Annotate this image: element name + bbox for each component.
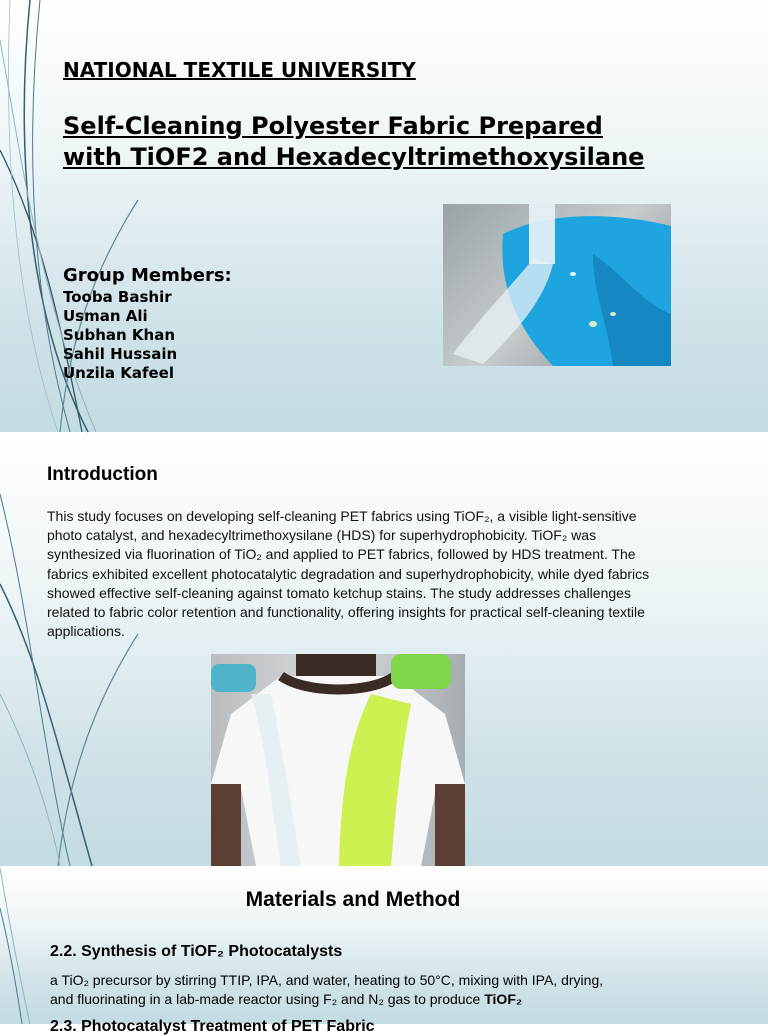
- member-name: Sahil Hussain: [63, 345, 178, 363]
- group-members-list: [63, 288, 177, 383]
- water-repellent-fabric-photo: [443, 204, 671, 366]
- introduction-slide: [0, 434, 768, 866]
- member-name: Tooba Bashir: [63, 288, 172, 306]
- materials-slide: [0, 868, 768, 1035]
- decorative-swoosh: [0, 434, 140, 866]
- member-name: Usman Ali: [63, 307, 148, 325]
- section-heading: Introduction: [47, 464, 158, 485]
- synthesis-product: TiOF₂: [484, 991, 523, 1007]
- subsection-heading: 2.3. Photocatalyst Treatment of PET Fabric: [50, 1018, 375, 1035]
- member-name: Subhan Khan: [63, 326, 176, 344]
- synthesis-text: a TiO₂ precursor by stirring TTIP, IPA, and water, heating to 50°C, mixing with IPA, drying, and fluorinating in a lab-made reactor using F₂ and N₂ gas to produce: [50, 972, 604, 1007]
- title-slide: [0, 0, 768, 432]
- intro-paragraph: This study focuses on developing self-cleaning PET fabrics using TiOF₂, a visible light-sensitive photo catalyst, and hexadecyltrimethoxysilane (HDS) for superhydrophobicity. TiOF₂ was synthesized via fluorination of TiO₂ and applied to PET fabrics, followed by HDS treatment. The fabrics exhibited excellent photocatalytic degradation and superhydrophobicity, while dyed fabrics showed effective self-cleaning against tomato ketchup stains. The study addresses challenges related to fabric color retention and functionality, offering insights for practical self-cleaning textile applications.: [47, 508, 650, 640]
- group-members-label: Group Members:: [63, 265, 232, 286]
- member-name: Unzila Kafeel: [63, 364, 174, 382]
- stain-repellent-tshirt-photo: [211, 654, 465, 866]
- synthesis-paragraph: [50, 971, 620, 1009]
- subsection-heading: 2.2. Synthesis of TiOF₂ Photocatalysts: [50, 943, 343, 960]
- presentation-title: Self-Cleaning Polyester Fabric Prepared with TiOF2 and Hexadecyltrimethoxysilane: [63, 112, 645, 171]
- university-name: NATIONAL TEXTILE UNIVERSITY: [63, 58, 416, 82]
- section-heading: Materials and Method: [245, 888, 461, 911]
